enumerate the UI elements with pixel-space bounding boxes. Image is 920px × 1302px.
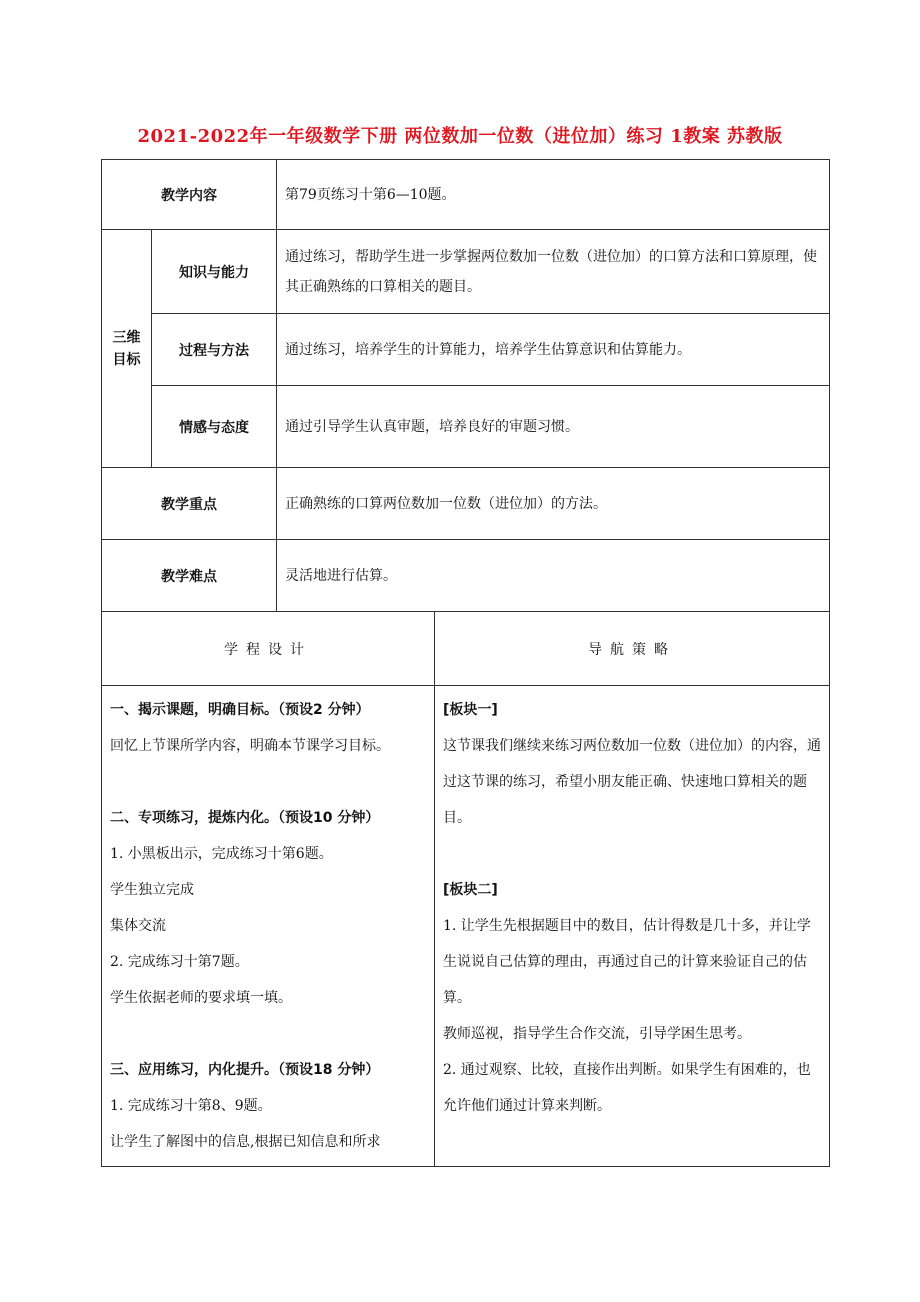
lesson-info-table (101, 159, 830, 612)
goal-text-process: 通过练习，培养学生的计算能力，培养学生估算意识和估算能力。 (277, 314, 830, 386)
left-section-3-heading: 三、应用练习，内化提升。（预设18 分钟） (110, 1062, 380, 1078)
goal-row-process (102, 314, 830, 386)
goal-row-knowledge (102, 230, 830, 314)
focus-label: 教学重点 (102, 468, 277, 540)
right-block-2-heading: [板块二] (443, 882, 498, 898)
goal-text-knowledge: 通过练习，帮助学生进一步掌握两位数加一位数（进位加）的口算方法和口算原理，使其正确熟练的口算相关的题目。 (277, 230, 830, 314)
process-header-row (102, 612, 830, 686)
left-line: 1. 小黑板出示，完成练习十第6题。 (110, 846, 333, 862)
content-text: 第79页练习十第6—10题。 (277, 160, 830, 230)
left-section-2-heading: 二、专项练习，提炼内化。（预设10 分钟） (110, 810, 380, 826)
left-line: 2. 完成练习十第7题。 (110, 954, 249, 970)
focus-row (102, 468, 830, 540)
left-header: 学程设计 (102, 612, 435, 686)
left-line: 1. 完成练习十第8、9题。 (110, 1098, 272, 1114)
goal-label-process: 过程与方法 (152, 314, 277, 386)
goals-label (102, 230, 152, 468)
content-label: 教学内容 (102, 160, 277, 230)
goals-label-line2: 目标 (112, 351, 141, 368)
goals-label-line1: 三维 (112, 329, 141, 346)
document-title: 2021-2022年一年级数学下册 两位数加一位数（进位加）练习 1教案 苏教版 (137, 126, 783, 147)
left-column (102, 686, 435, 1167)
lesson-process-table (101, 611, 830, 1167)
difficulty-label: 教学难点 (102, 540, 277, 612)
right-paragraph: 2. 通过观察、比较，直接作出判断。如果学生有困难的，也允许他们通过计算来判断。 (443, 1062, 811, 1114)
right-column (435, 686, 830, 1167)
right-header: 导航策略 (435, 612, 830, 686)
goal-label-attitude: 情感与态度 (152, 386, 277, 468)
goal-row-attitude (102, 386, 830, 468)
left-line: 学生依据老师的要求填一填。 (110, 990, 292, 1006)
difficulty-row (102, 540, 830, 612)
process-body-row (102, 686, 830, 1167)
focus-text: 正确熟练的口算两位数加一位数（进位加）的方法。 (277, 468, 830, 540)
left-line: 集体交流 (110, 918, 166, 934)
left-line: 学生独立完成 (110, 882, 194, 898)
content-row (102, 160, 830, 230)
right-paragraph: 这节课我们继续来练习两位数加一位数（进位加）的内容，通过这节课的练习，希望小朋友能正确、快速地口算相关的题目。 (443, 738, 821, 826)
left-line: 回忆上节课所学内容，明确本节课学习目标。 (110, 738, 390, 754)
left-section-1-heading: 一、揭示课题，明确目标。（预设2 分钟） (110, 702, 370, 718)
goal-label-knowledge: 知识与能力 (152, 230, 277, 314)
difficulty-text: 灵活地进行估算。 (277, 540, 830, 612)
left-line: 让学生了解图中的信息,根据已知信息和所求 (110, 1134, 381, 1150)
right-block-1-heading: [板块一] (443, 702, 498, 718)
right-paragraph: 1. 让学生先根据题目中的数目，估计得数是几十多，并让学生说说自己估算的理由，再通过自己的计算来验证自己的估算。 (443, 918, 811, 1006)
right-paragraph: 教师巡视，指导学生合作交流，引导学困生思考。 (443, 1026, 751, 1042)
goal-text-attitude: 通过引导学生认真审题，培养良好的审题习惯。 (277, 386, 830, 468)
